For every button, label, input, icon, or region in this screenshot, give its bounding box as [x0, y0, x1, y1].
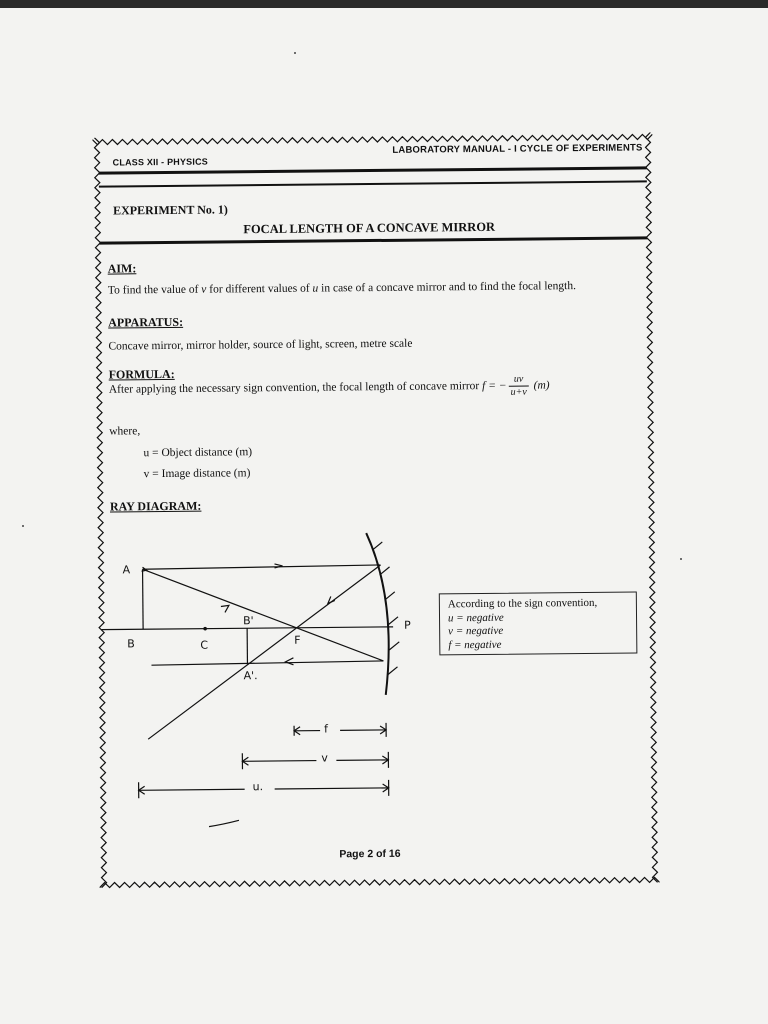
- experiment-title: FOCAL LENGTH OF A CONCAVE MIRROR: [243, 219, 496, 237]
- ray-diagram: [92, 132, 659, 889]
- where-v: v = Image distance (m): [143, 467, 251, 481]
- aim-text-pre: To find the value of: [107, 283, 202, 297]
- speck: [294, 52, 296, 54]
- label-b: B: [127, 637, 135, 651]
- pen-mark: [209, 820, 239, 826]
- ray-through-f-incident: [143, 567, 384, 663]
- experiment-number: EXPERIMENT No. 1): [113, 202, 228, 218]
- header-manual: LABORATORY MANUAL - I CYCLE OF EXPERIMENTS: [392, 142, 643, 156]
- label-v-dim: v: [321, 751, 328, 765]
- label-a-prime: A'.: [243, 669, 258, 683]
- page-frame: [92, 132, 659, 889]
- sign-convention-box: [439, 592, 638, 656]
- aim-text-post: in case of a concave mirror and to find the focal length.: [318, 280, 577, 295]
- mirror-hatch: [385, 592, 395, 600]
- header-class: CLASS XII - PHYSICS: [112, 156, 209, 168]
- mirror-hatch: [372, 542, 382, 550]
- convention-u: u = negative: [447, 611, 504, 624]
- mirror-hatch: [380, 567, 390, 575]
- label-a: A: [122, 563, 131, 577]
- u-arrow-left: [139, 789, 245, 790]
- ray-arrowhead: [285, 658, 293, 665]
- aim-var-u: u: [312, 282, 319, 295]
- u-arrow-right: [275, 788, 389, 789]
- convention-v: v = negative: [448, 624, 504, 638]
- ray-arrowhead: [275, 564, 283, 568]
- formula-lhs: f = −: [482, 379, 507, 393]
- center-point: [203, 627, 207, 631]
- formula-unit: (m): [533, 379, 550, 392]
- formula-numerator: uv: [508, 374, 528, 387]
- convention-title: According to the sign convention,: [447, 596, 598, 611]
- convention-f: f = negative: [448, 638, 502, 651]
- formula-heading: FORMULA:: [108, 366, 175, 382]
- aim-heading: AIM:: [107, 261, 137, 276]
- page-number: Page 2 of 16: [339, 847, 401, 861]
- speck: [680, 558, 682, 560]
- formula-text: After applying the necessary sign convention, the focal length of concave mirror: [108, 380, 480, 396]
- ray-arrowhead: [221, 605, 229, 612]
- speck: [22, 525, 24, 527]
- ray-parallel-incident: [143, 565, 381, 569]
- where-u: u = Object distance (m): [143, 446, 253, 460]
- aim-var-v: v: [201, 283, 207, 296]
- v-arrow-left: [242, 761, 316, 762]
- aim-text-mid: for different values of: [206, 282, 313, 296]
- apparatus-text: Concave mirror, mirror holder, source of light, screen, metre scale: [108, 337, 413, 353]
- where-label: where,: [109, 425, 141, 438]
- label-b-prime: B': [242, 614, 254, 628]
- ray-diagram-heading: RAY DIAGRAM:: [109, 498, 202, 514]
- label-c: C: [200, 638, 209, 652]
- label-f-dim: f: [324, 722, 329, 736]
- apparatus-heading: APPARATUS:: [108, 314, 184, 330]
- object-arrow: [143, 569, 144, 629]
- ray-reflected-parallel: [151, 661, 383, 665]
- label-p: P: [404, 618, 411, 632]
- label-f: F: [294, 633, 301, 647]
- formula-denominator: u+v: [510, 386, 527, 398]
- ray-reflected-through-f: [147, 565, 383, 739]
- concave-mirror: [366, 533, 389, 695]
- mirror-hatch: [388, 617, 398, 625]
- mirror-hatch: [389, 642, 399, 650]
- label-u-dim: u.: [252, 780, 264, 794]
